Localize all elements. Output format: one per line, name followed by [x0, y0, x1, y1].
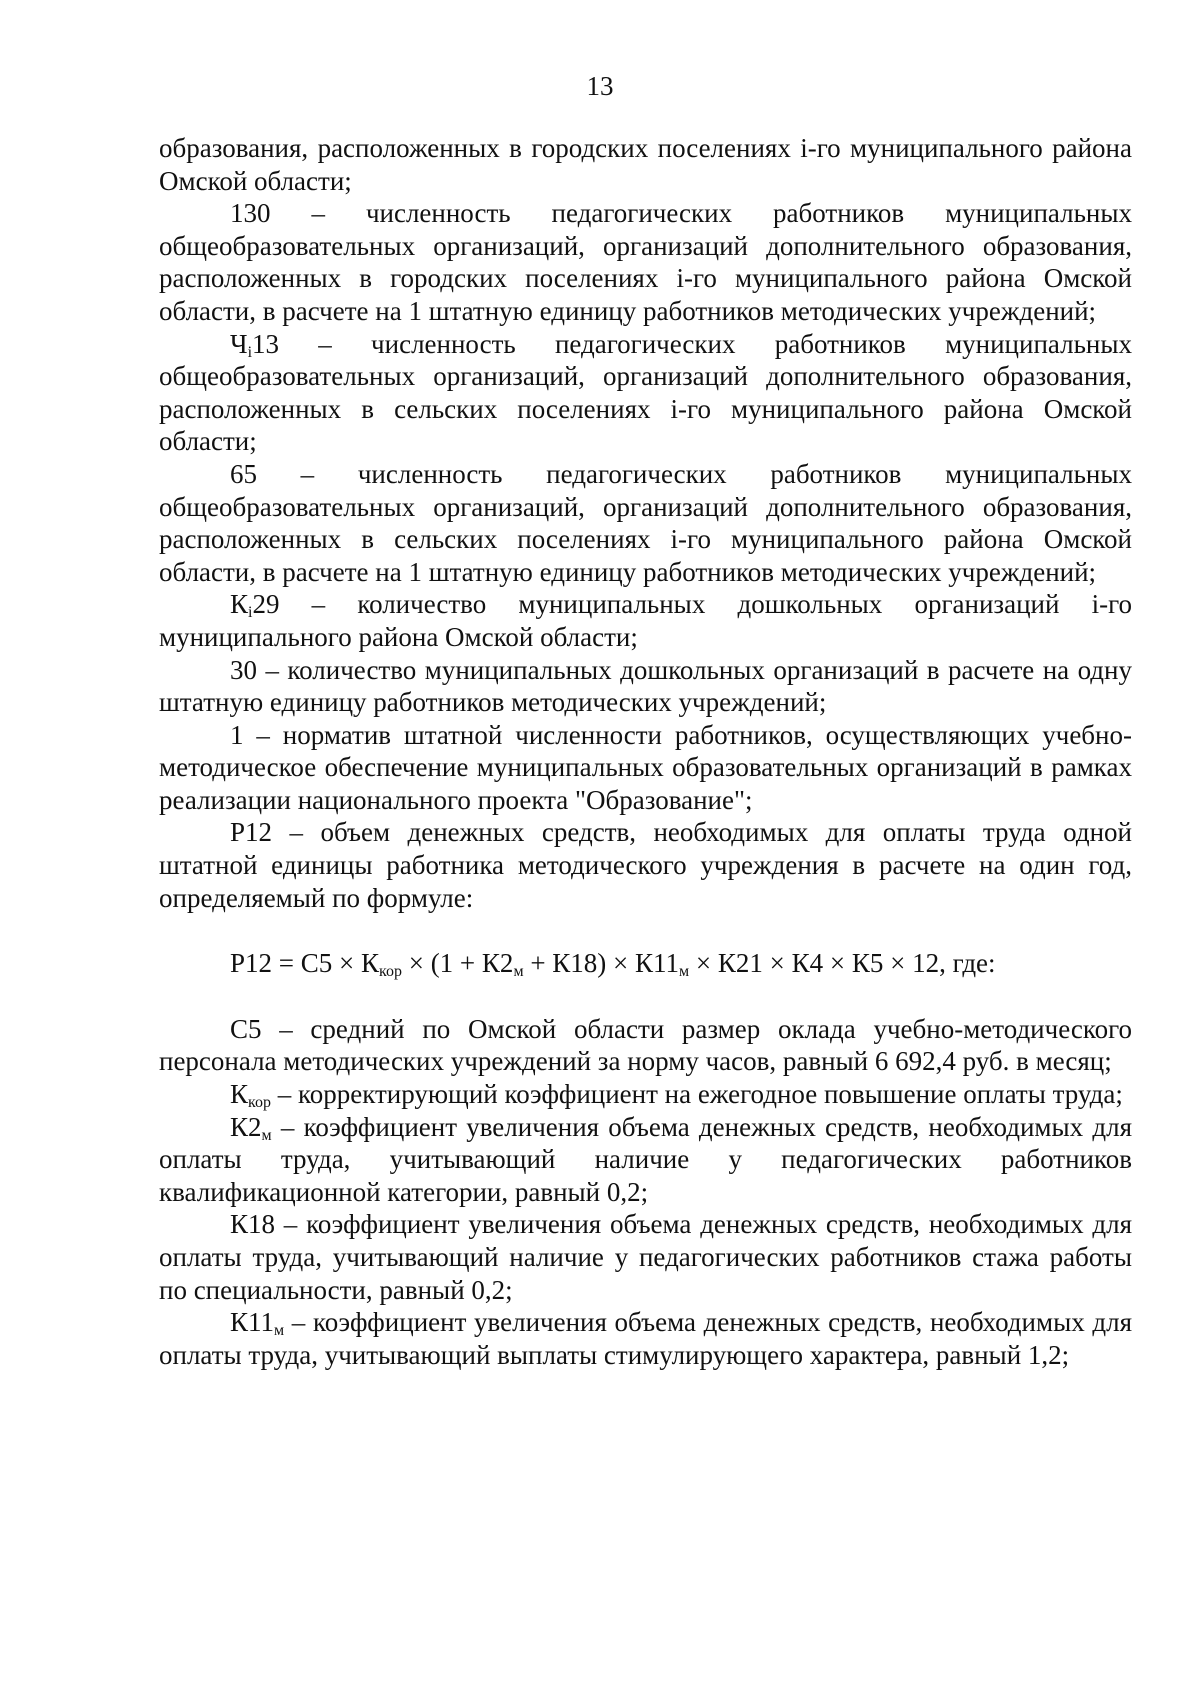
text-run: образования, расположенных в городских поселениях i-го муниципального района Омской области; — [159, 133, 1132, 196]
text-run: 1 – норматив штатной численности работников, осуществляющих учебно-методическое обеспечение муниципальных образовательных организаций в рамках реализации национального проекта "Образование"; — [159, 719, 1132, 815]
paragraph — [159, 588, 1132, 653]
text-run: Ч — [230, 328, 248, 359]
text-run: × К21 × К4 × К5 × 12, где: — [689, 948, 996, 979]
subscript: i — [247, 343, 253, 361]
text-run: 13 – численность педагогических работников муниципальных общеобразовательных организаций, организаций дополнительного образования, расположенных в сельских поселениях i-го муниципального района Омской области; — [159, 328, 1132, 457]
paragraph — [159, 1013, 1132, 1078]
formula — [159, 947, 1132, 980]
paragraph — [159, 654, 1132, 719]
paragraph — [159, 1306, 1132, 1371]
text-run: К — [230, 1079, 249, 1110]
text-run: 29 – количество муниципальных дошкольных организаций i-го муниципального района Омской области; — [159, 589, 1132, 652]
text-run: – коэффициент увеличения объема денежных средств, необходимых для оплаты труда, учитывающий выплаты стимулирующего характера, равный 1,2; — [159, 1307, 1132, 1370]
subscript: кор — [379, 963, 402, 981]
text-run: Р12 – объем денежных средств, необходимых для оплаты труда одной штатной единицы работника методического учреждения в расчете на один год, определяемый по формуле: — [159, 817, 1132, 913]
paragraph — [159, 1208, 1132, 1306]
text-run: × (1 + К2 — [401, 948, 514, 979]
paragraph — [159, 1111, 1132, 1209]
text-run: К2 — [230, 1111, 262, 1142]
text-run: – коэффициент увеличения объема денежных средств, необходимых для оплаты труда, учитывающий наличие у педагогических работников квалификационной категории, равный 0,2; — [159, 1111, 1132, 1207]
text-run: С5 – средний по Омской области размер оклада учебно-методического персонала методических учреждений за норму часов, равный 6 692,4 руб. в месяц; — [159, 1013, 1132, 1077]
subscript: м — [274, 1322, 285, 1340]
text-run: К18 – коэффициент увеличения объема денежных средств, необходимых для оплаты труда, учитывающий наличие у педагогических работников стажа работы по специальности, равный 0,2; — [159, 1209, 1132, 1305]
paragraph — [159, 1078, 1132, 1111]
text-run: Р12 = С5 × К — [230, 948, 379, 979]
paragraph — [159, 328, 1132, 458]
subscript: м — [679, 963, 690, 981]
subscript: i — [248, 604, 253, 622]
text-run: К — [230, 589, 249, 620]
page-number: 13 — [586, 71, 614, 101]
text-run: – корректирующий коэффициент на ежегодное повышение оплаты труда; — [270, 1079, 1123, 1110]
subscript: м — [261, 1126, 272, 1144]
subscript: м — [513, 963, 524, 981]
paragraph — [159, 132, 1132, 197]
paragraph — [159, 197, 1132, 327]
text-run: 30 – количество муниципальных дошкольных организаций в расчете на одну штатную единицу работников методических учреждений; — [159, 654, 1132, 718]
paragraph — [159, 458, 1132, 588]
text-run: 130 – численность педагогических работников муниципальных общеобразовательных организаций, организаций дополнительного образования, расположенных в городских поселениях i-го муниципального района Омской области, в расчете на 1 штатную единицу работников методических учреждений; — [159, 198, 1132, 326]
document-body — [159, 132, 1132, 1371]
text-run: К11 — [230, 1307, 275, 1338]
subscript: кор — [248, 1094, 271, 1112]
paragraph — [159, 816, 1132, 914]
paragraph — [159, 719, 1132, 817]
text-run: + К18) × К11 — [523, 948, 680, 979]
text-run: 65 – численность педагогических работников муниципальных общеобразовательных организаций, организаций дополнительного образования, расположенных в сельских поселениях i-го муниципального района Омской области, в расчете на 1 штатную единицу работников методических учреждений; — [159, 458, 1132, 587]
